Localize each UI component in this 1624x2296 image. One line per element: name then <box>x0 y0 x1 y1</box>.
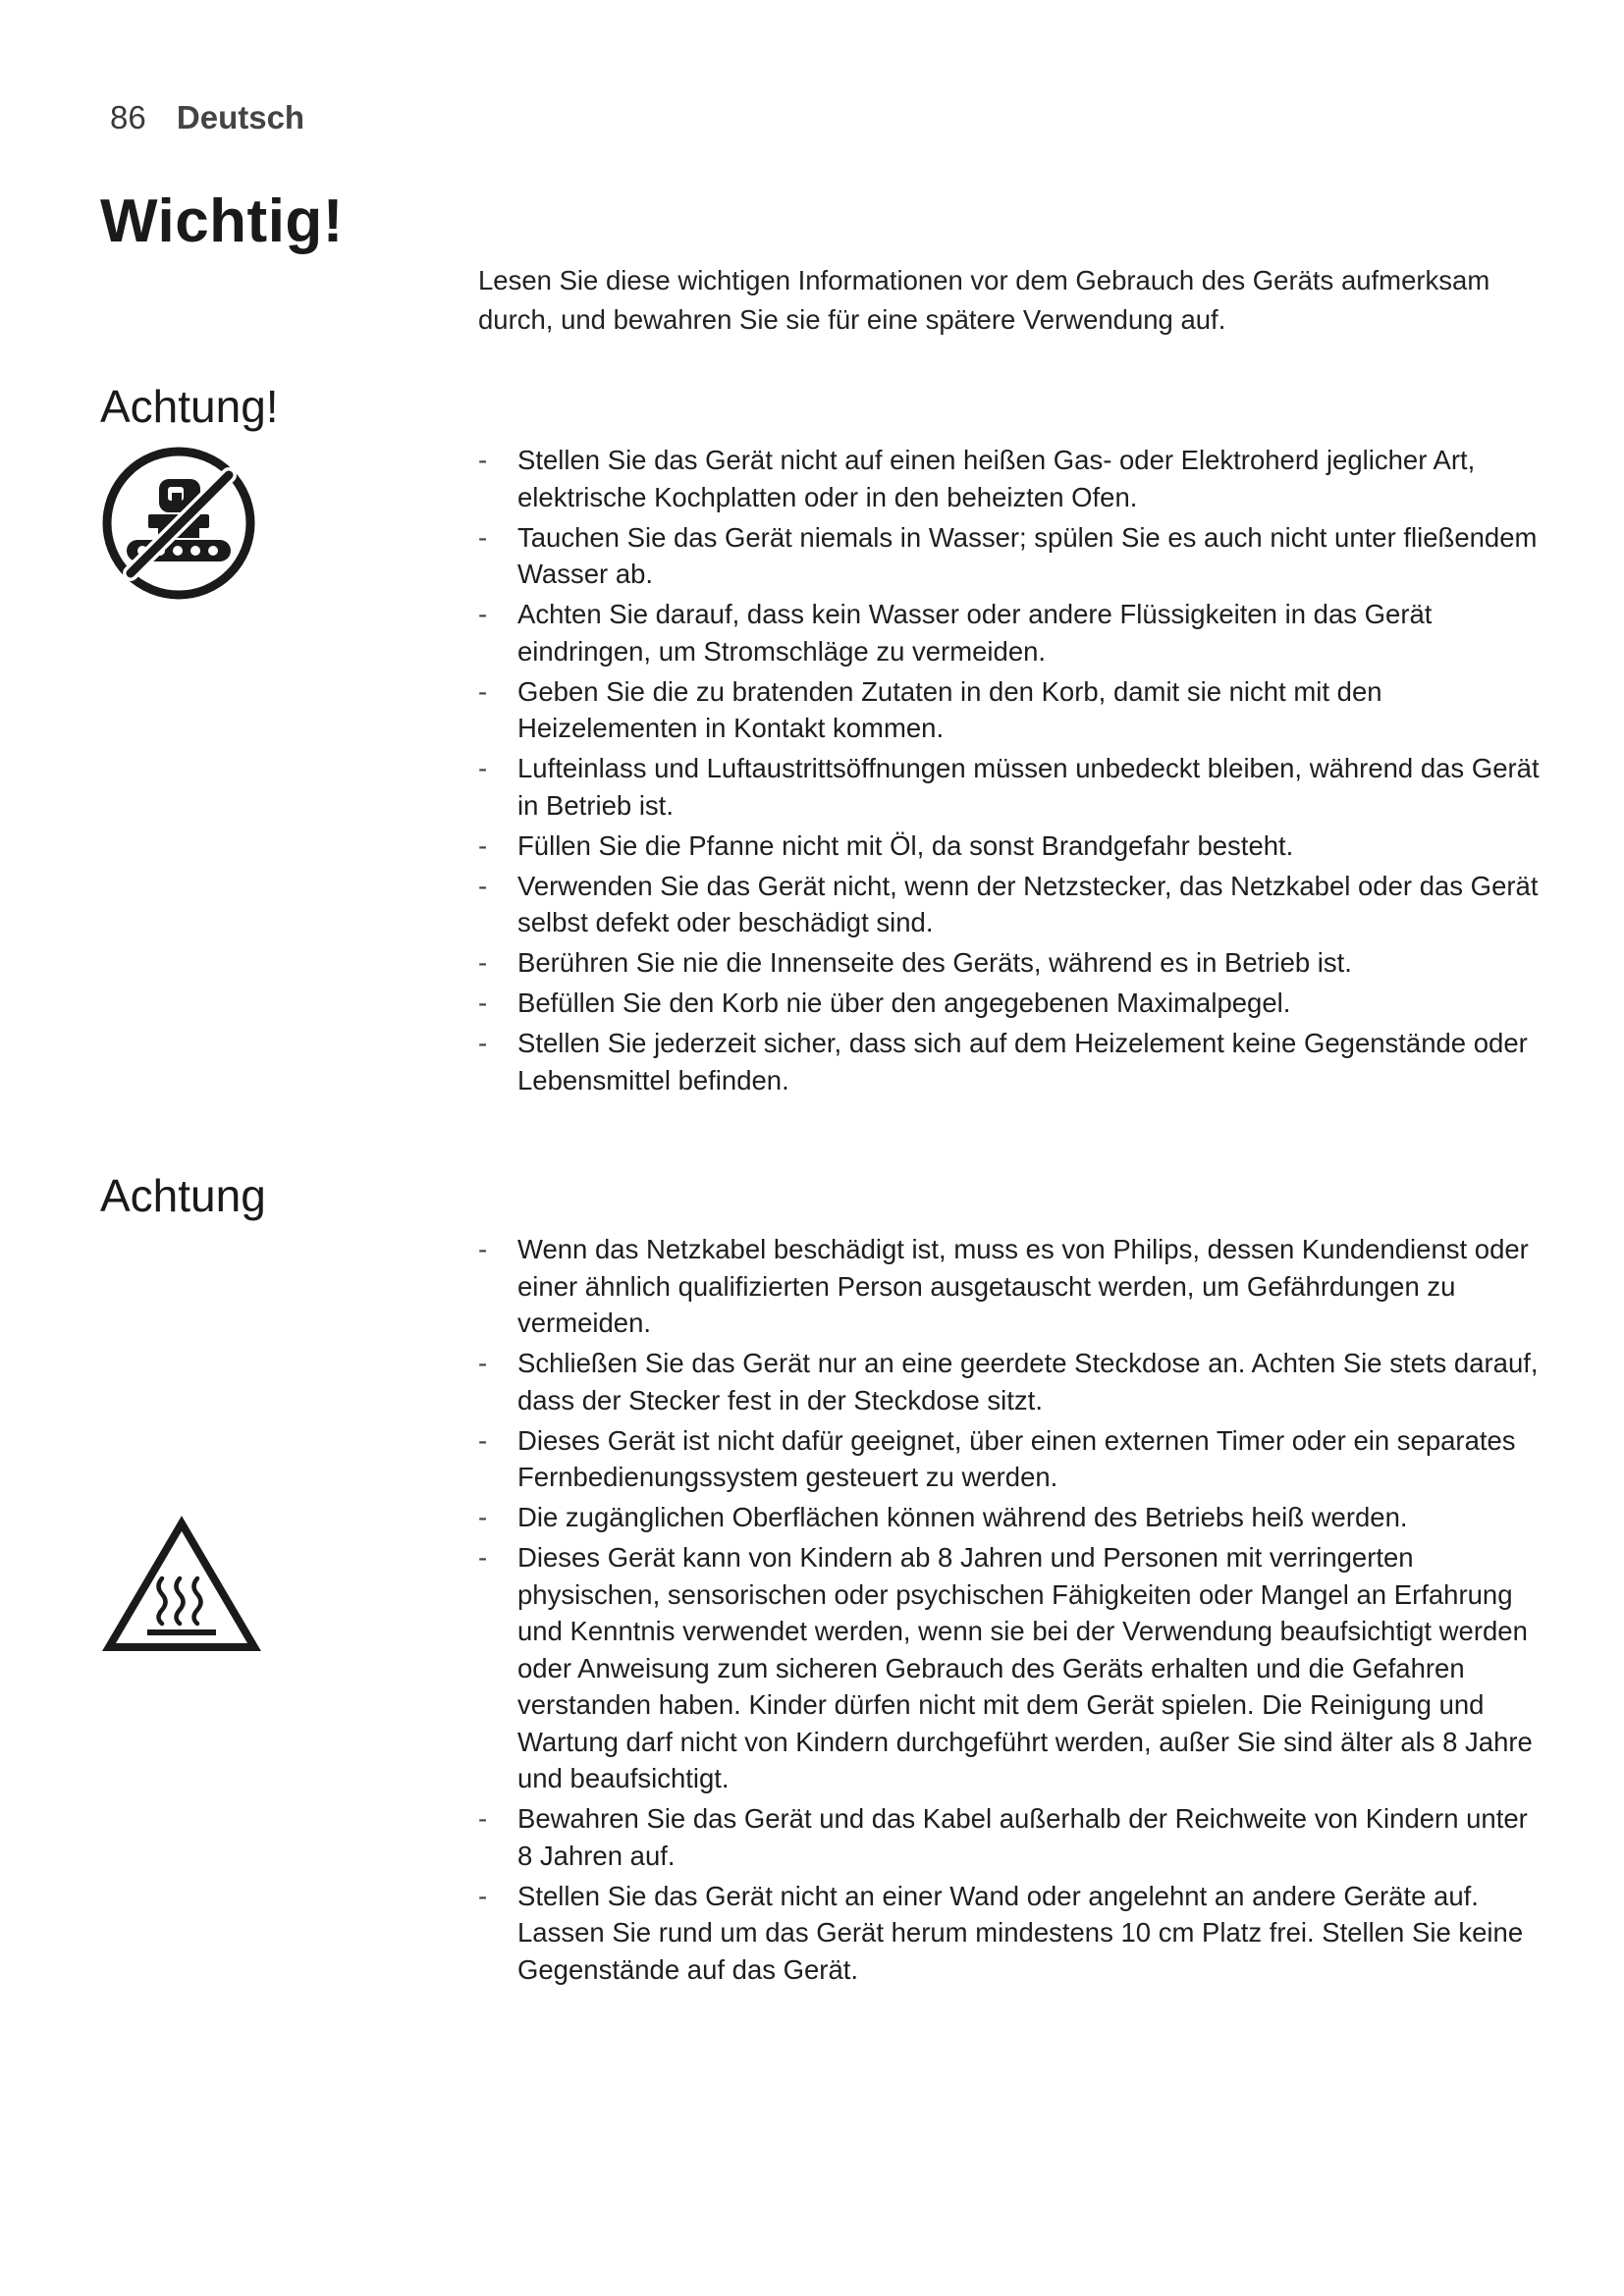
list-item: - Berühren Sie nie die Innenseite des Geräts, während es in Betrieb ist. <box>478 944 1548 982</box>
page-number: 86 <box>110 99 146 135</box>
list-item: - Lufteinlass und Luftaustrittsöffnungen müssen unbedeckt bleiben, während das Gerät in Betrieb ist. <box>478 750 1548 824</box>
warning-list-2 <box>478 1231 1548 1992</box>
section-heading-achtung-2: Achtung <box>100 1170 266 1221</box>
no-hot-surface-icon <box>99 444 258 603</box>
page-language: Deutsch <box>176 99 305 135</box>
list-item: - Stellen Sie das Gerät nicht an einer Wand oder angelehnt an andere Geräte auf. Lassen Sie rund um das Gerät herum mindestens 10 cm Platz frei. Stellen Sie keine Gegenstände auf das Gerät. <box>478 1878 1548 1989</box>
list-item: - Achten Sie darauf, dass kein Wasser oder andere Flüssigkeiten in das Gerät eindringen, um Stromschläge zu vermeiden. <box>478 596 1548 669</box>
list-item: - Füllen Sie die Pfanne nicht mit Öl, da sonst Brandgefahr besteht. <box>478 828 1548 865</box>
list-item: - Befüllen Sie den Korb nie über den angegebenen Maximalpegel. <box>478 985 1548 1022</box>
list-item: - Schließen Sie das Gerät nur an eine geerdete Steckdose an. Achten Sie stets darauf, dass der Stecker fest in der Steckdose sitzt. <box>478 1345 1548 1418</box>
page-title: Wichtig! <box>100 187 344 255</box>
warning-list-1 <box>478 442 1548 1102</box>
list-item: - Dieses Gerät kann von Kindern ab 8 Jahren und Personen mit verringerten physischen, sensorischen oder psychischen Fähigkeiten oder Mangel an Erfahrung und Kenntnis verwendet werden, wenn sie bei der Verwendung beaufsichtigt werden oder Anweisung zum sicheren Gebrauch des Geräts erhalten und die Gefahren verstanden haben. Kinder dürfen nicht mit dem Gerät spielen. Die Reinigung und Wartung darf nicht von Kindern durchgeführt werden, außer Sie sind älter als 8 Jahre und beaufsichtigt. <box>478 1539 1548 1797</box>
list-item: - Verwenden Sie das Gerät nicht, wenn der Netzstecker, das Netzkabel oder das Gerät selbst defekt oder beschädigt sind. <box>478 868 1548 941</box>
hot-surface-warning-icon <box>102 1516 261 1655</box>
list-item: - Stellen Sie jederzeit sicher, dass sich auf dem Heizelement keine Gegenstände oder Lebensmittel befinden. <box>478 1025 1548 1098</box>
list-item: - Dieses Gerät ist nicht dafür geeignet, über einen externen Timer oder ein separates Fernbedienungssystem gesteuert zu werden. <box>478 1422 1548 1496</box>
section-heading-achtung-1: Achtung! <box>100 381 279 432</box>
intro-paragraph: Lesen Sie diese wichtigen Informationen vor dem Gebrauch des Geräts aufmerksam durch, und bewahren Sie sie für eine spätere Verwendung auf. <box>478 265 1490 335</box>
list-item: - Die zugänglichen Oberflächen können während des Betriebs heiß werden. <box>478 1499 1548 1536</box>
list-item: - Tauchen Sie das Gerät niemals in Wasser; spülen Sie es auch nicht unter fließendem Wasser ab. <box>478 519 1548 593</box>
list-item: - Stellen Sie das Gerät nicht auf einen heißen Gas- oder Elektroherd jeglicher Art, elektrische Kochplatten oder in den beheizten Ofen. <box>478 442 1548 515</box>
page-header <box>110 98 304 137</box>
list-item: - Wenn das Netzkabel beschädigt ist, muss es von Philips, dessen Kundendienst oder einer ähnlich qualifizierten Person ausgetauscht werden, um Gefährdungen zu vermeiden. <box>478 1231 1548 1342</box>
list-item: - Geben Sie die zu bratenden Zutaten in den Korb, damit sie nicht mit den Heizelementen in Kontakt kommen. <box>478 673 1548 747</box>
list-item: - Bewahren Sie das Gerät und das Kabel außerhalb der Reichweite von Kindern unter 8 Jahren auf. <box>478 1800 1548 1874</box>
